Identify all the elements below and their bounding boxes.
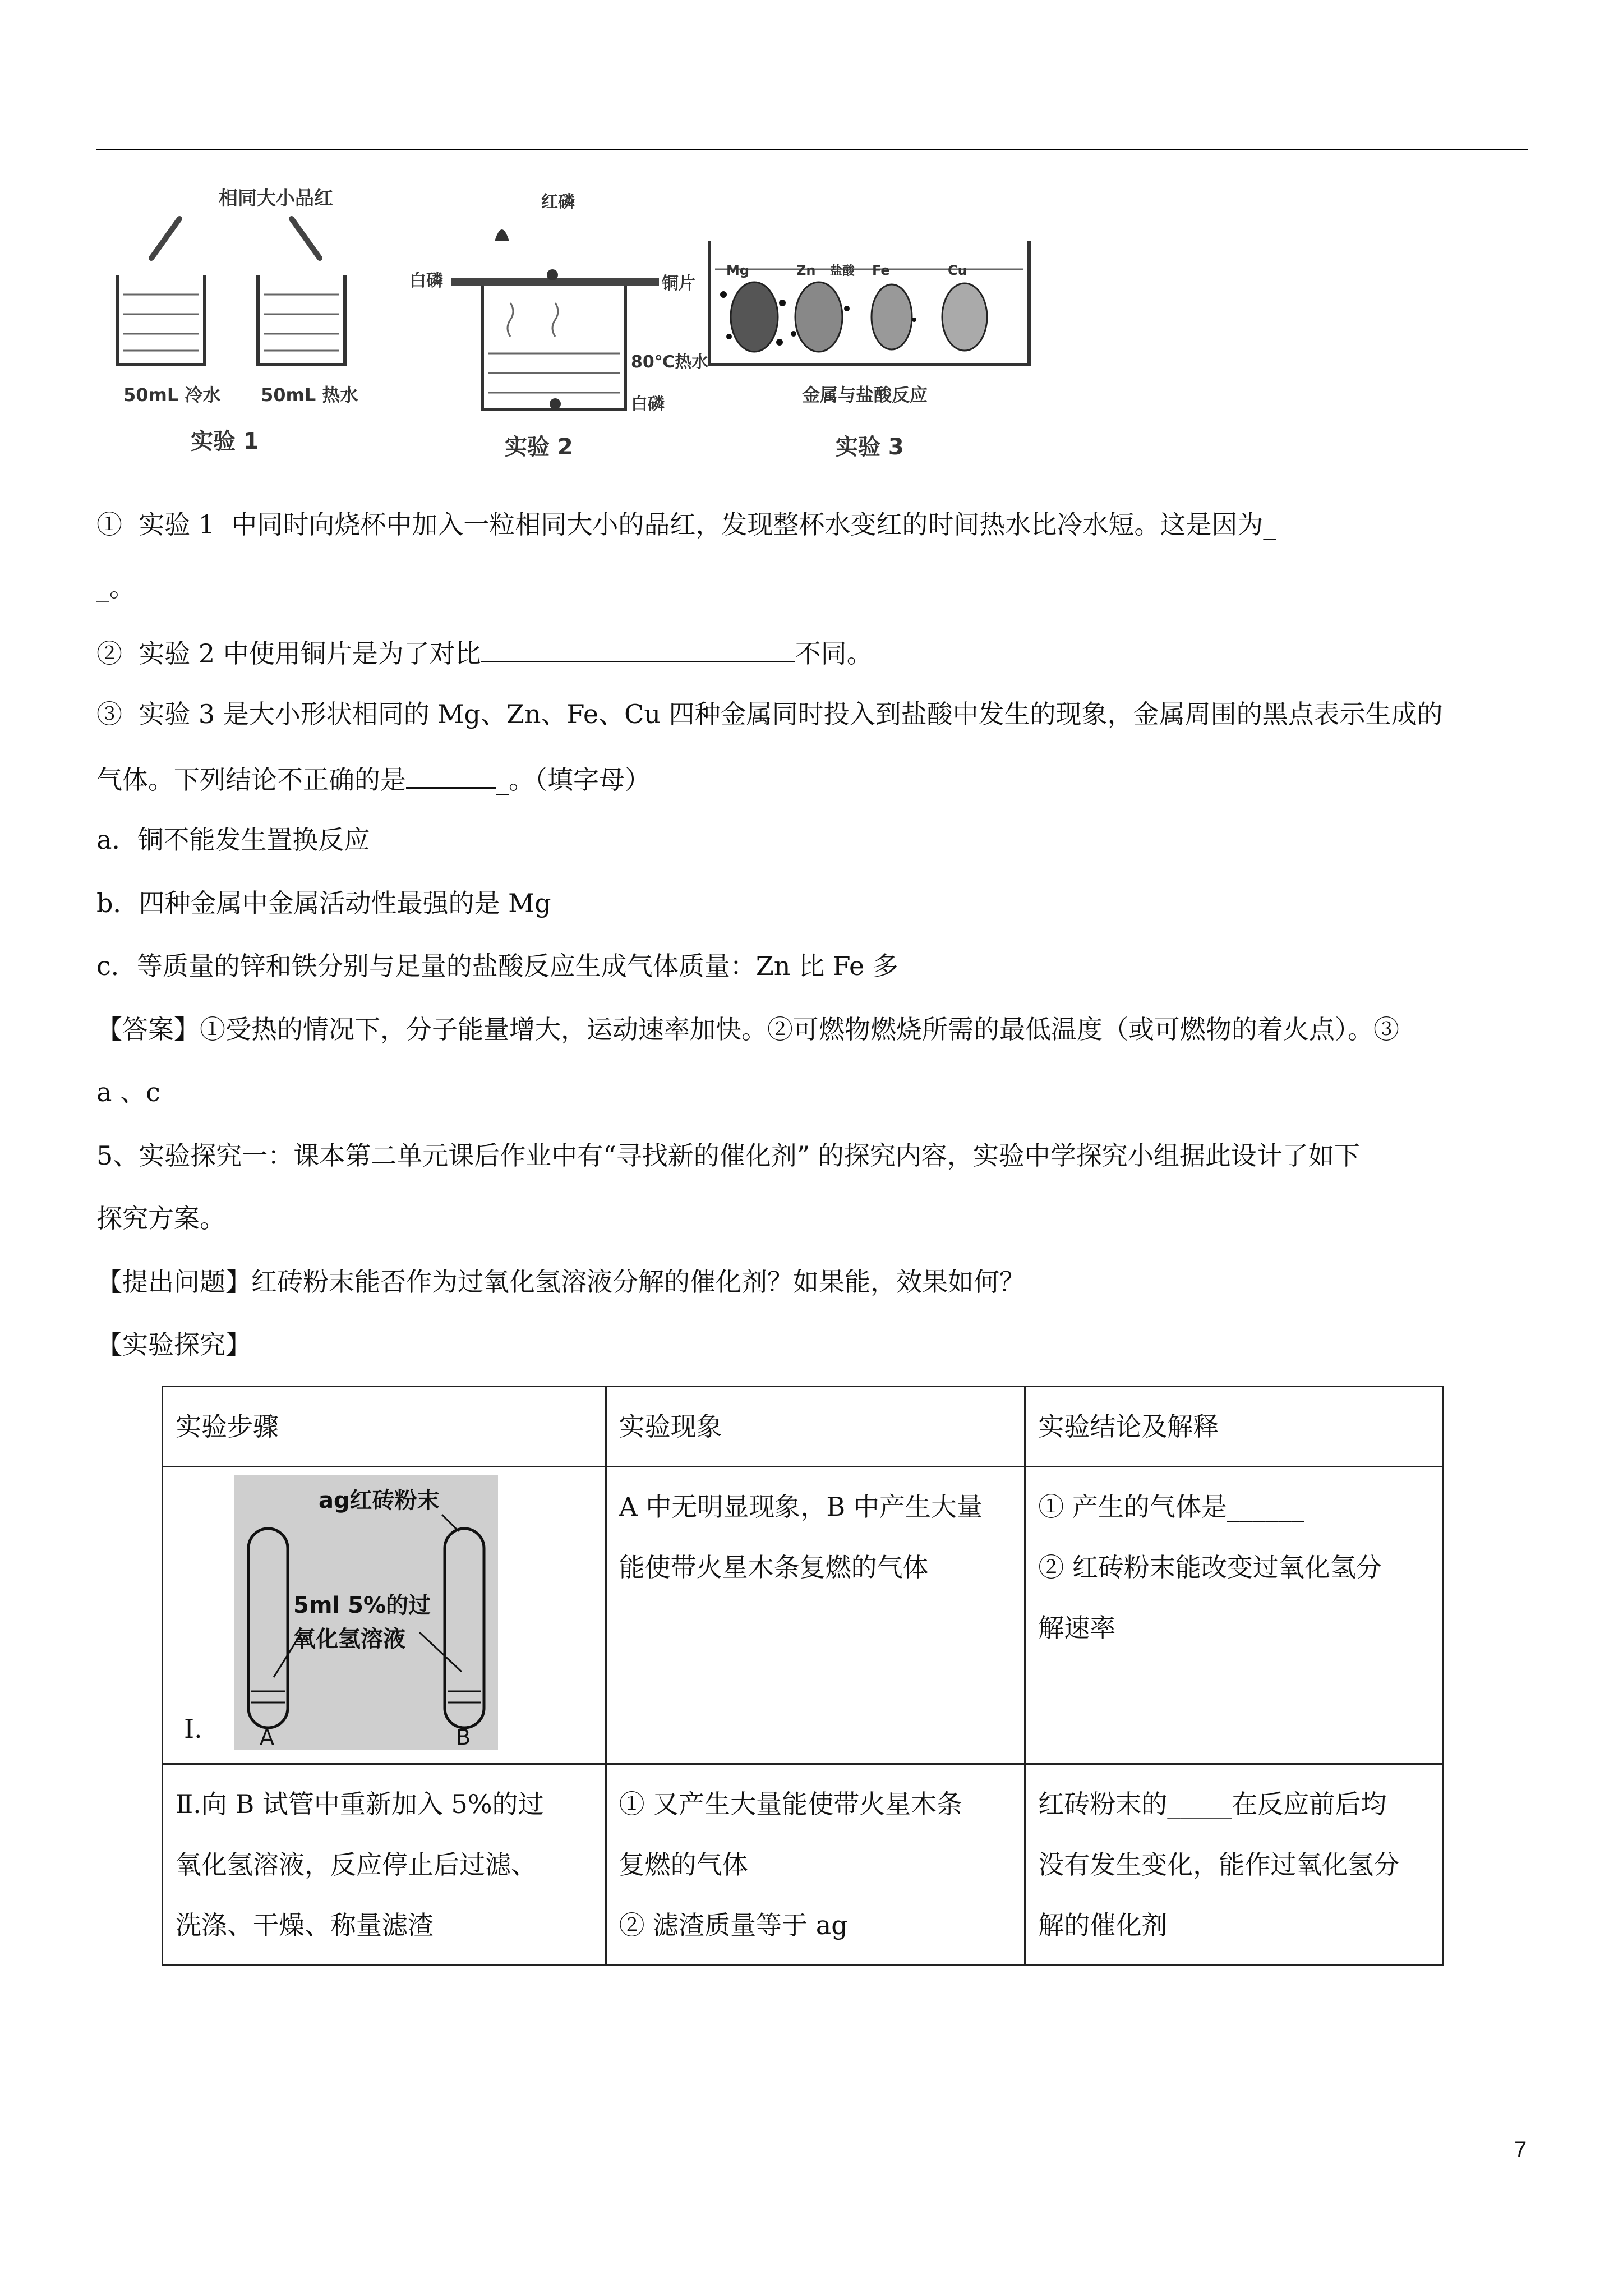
q2-suffix: 不同。	[795, 638, 873, 669]
metal-piece-cu	[942, 283, 987, 351]
row2-step-3: 洗涤、干燥、称量滤渣	[176, 1910, 434, 1940]
exp2-label-left: 白磷	[409, 271, 443, 291]
exp3-inner-label: 盐酸	[830, 264, 855, 278]
metal-label-fe: Fe	[872, 263, 890, 278]
row1-step-cell	[163, 1467, 606, 1764]
exp2-label-water: 80℃热水	[631, 352, 709, 372]
experiment-table	[162, 1386, 1444, 1966]
row2-phenomenon-1: ① 又产生大量能使带火星木条	[619, 1789, 963, 1819]
header-phenomenon: 实验现象	[606, 1387, 1025, 1467]
table-row	[163, 1467, 1444, 1764]
exp2-label-plate: 铜片	[662, 274, 695, 293]
q3-line-2-prefix: 气体。下列结论不正确的是	[96, 765, 406, 795]
exp2-caption: 实验 2	[505, 434, 573, 460]
row2-phenomenon-2: 复燃的气体	[619, 1849, 748, 1880]
q3-line-1: ③ 实验 3 是大小形状相同的 Mg、Zn、Fe、Cu 四种金属同时投入到盐酸中发生的现象，金属周围的黑点表示生成的	[96, 699, 1443, 729]
row1-phenomenon-1: A 中无明显现象，B 中产生大量	[619, 1492, 983, 1522]
experiment-figures	[107, 174, 1032, 488]
q3-line-2-suffix: _。（填字母）	[496, 765, 651, 795]
exp1-right-label: 50mL 热水	[261, 384, 358, 406]
row1-step-num: Ⅰ.	[184, 1714, 202, 1744]
row2-step-1: Ⅱ.向 B 试管中重新加入 5%的过	[176, 1789, 544, 1819]
metal-piece-mg	[731, 282, 778, 352]
exp1-caption: 实验 1	[191, 429, 259, 454]
answer-line-1: 【答案】①受热的情况下，分子能量增大，运动速率加快。②可燃物燃烧所需的最低温度（或可燃物的着火点）。③	[96, 1014, 1399, 1045]
explore-label: 【实验探究】	[96, 1329, 251, 1360]
table-row	[163, 1764, 1444, 1966]
row1-conclusion-cell	[1025, 1467, 1444, 1764]
test-tube-photo	[234, 1475, 498, 1750]
page-number: 7	[1514, 2137, 1527, 2162]
stick-left	[151, 219, 179, 258]
stick-right	[292, 219, 320, 258]
photo-mid-label-1: 5ml 5%的过	[293, 1593, 431, 1618]
row2-phenomenon-3: ② 滤渣质量等于 ag	[619, 1910, 848, 1940]
q2-line	[96, 634, 1528, 670]
exp2-label-top: 红磷	[541, 192, 575, 212]
metal-label-zn: Zn	[796, 263, 816, 278]
metal-label-mg: Mg	[726, 263, 750, 278]
photo-mid-label-2: 氧化氢溶液	[293, 1626, 405, 1652]
exp1-left-label: 50mL 冷水	[123, 384, 221, 406]
metal-piece-zn	[795, 282, 842, 352]
q2-blank	[481, 634, 795, 662]
q3-line-2	[96, 760, 1528, 797]
option-c: c．等质量的锌和铁分别与足量的盐酸反应生成气体质量：Zn 比 Fe 多	[96, 951, 898, 981]
photo-top-label: ag红砖粉末	[319, 1488, 440, 1513]
q5-line-2: 探究方案。	[96, 1203, 225, 1234]
answer-line-2: a 、c	[96, 1077, 160, 1107]
row1-phenomenon-cell	[606, 1467, 1025, 1764]
row1-phenomenon-2: 能使带火星木条复燃的气体	[619, 1552, 929, 1582]
metal-label-cu: Cu	[948, 263, 967, 278]
beaker-water	[482, 286, 625, 409]
option-a: a．铜不能发生置换反应	[96, 825, 370, 855]
row1-conclusion-3: 解速率	[1038, 1613, 1116, 1643]
row2-step-cell	[163, 1764, 606, 1966]
row2-phenomenon-cell	[606, 1764, 1025, 1966]
row2-conclusion-1: 红砖粉末的_____在反应前后均	[1038, 1789, 1387, 1819]
tube-a-label: A	[260, 1725, 274, 1750]
row2-conclusion-cell	[1025, 1764, 1444, 1966]
header-rule	[96, 149, 1528, 150]
row1-conclusion-1: ① 产生的气体是______	[1038, 1492, 1304, 1522]
flame-icon	[495, 229, 509, 241]
red-phosphorus	[547, 269, 558, 280]
header-step: 实验步骤	[163, 1387, 606, 1467]
q1-line-2: _。	[96, 572, 135, 602]
exp2-label-bottom: 白磷	[631, 394, 665, 414]
header-conclusion: 实验结论及解释	[1025, 1387, 1444, 1467]
row1-conclusion-2: ② 红砖粉末能改变过氧化氢分	[1038, 1552, 1382, 1582]
q2-prefix: ② 实验 2 中使用铜片是为了对比	[96, 638, 481, 669]
white-phosphorus	[550, 398, 561, 409]
q1-line-1: ① 实验 1 中同时向烧杯中加入一粒相同大小的品红，发现整杯水变红的时间热水比冷水短。这是因为_	[96, 509, 1276, 540]
q3-blank	[406, 760, 496, 789]
option-b: b．四种金属中金属活动性最强的是 Mg	[96, 888, 551, 918]
row2-conclusion-3: 解的催化剂	[1038, 1910, 1168, 1940]
q5-line-1: 5、实验探究一：课本第二单元课后作业中有“寻找新的催化剂” 的探究内容，实验中学探究小组据此设计了如下	[96, 1140, 1360, 1171]
row2-step-2: 氧化氢溶液，反应停止后过滤、	[176, 1849, 537, 1880]
table-header-row	[163, 1387, 1444, 1467]
metal-piece-fe	[872, 284, 912, 349]
tube-b-label: B	[456, 1725, 471, 1750]
question-line: 【提出问题】红砖粉末能否作为过氧化氢溶液分解的催化剂？如果能，效果如何？	[96, 1267, 1025, 1297]
exp3-caption: 实验 3	[836, 434, 904, 460]
row2-conclusion-2: 没有发生变化，能作过氧化氢分	[1038, 1849, 1400, 1880]
exp1-top-label: 相同大小品红	[219, 187, 333, 210]
exp3-sub-label: 金属与盐酸反应	[802, 384, 928, 406]
